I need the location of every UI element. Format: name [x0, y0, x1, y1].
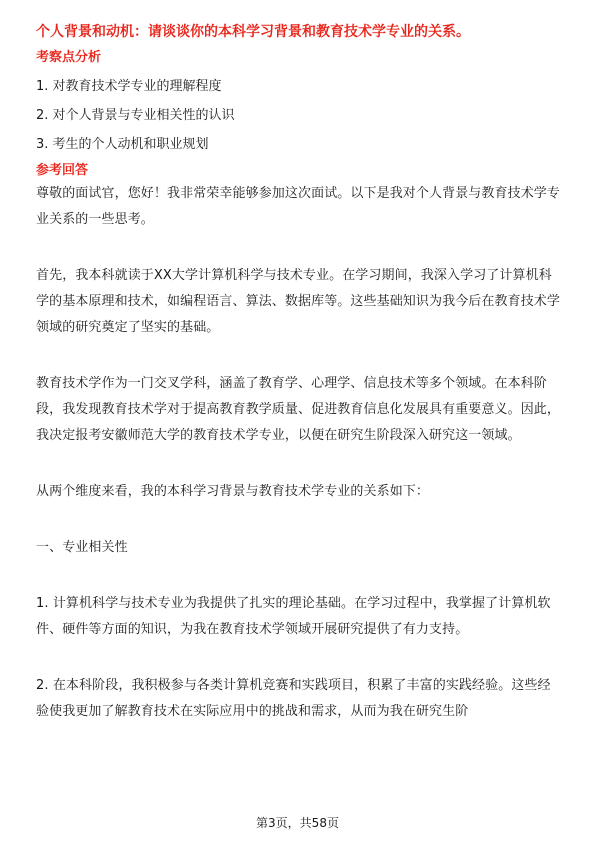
analysis-section — [36, 48, 561, 155]
analysis-point: 1. 对教育技术学专业的理解程度 — [36, 79, 222, 94]
answer-section — [36, 161, 561, 725]
paragraph-spacer — [36, 449, 561, 479]
answer-paragraph: 1. 计算机科学与技术专业为我提供了扎实的理论基础。在学习过程中，我掌握了计算机软件、硬件等方面的知识，为我在教育技术学领域开展研究提供了有力支持。 — [36, 596, 551, 637]
paragraph-spacer — [36, 643, 561, 673]
answer-paragraph: 尊敬的面试官，您好！我非常荣幸能够参加这次面试。以下是我对个人背景与教育技术学专业关系的一些思考。 — [36, 186, 561, 227]
analysis-point: 2. 对个人背景与专业相关性的认识 — [36, 108, 235, 123]
answer-paragraph: 教育技术学作为一门交叉学科，涵盖了教育学、心理学、信息技术等多个领域。在本科阶段，我发现教育技术学对于提高教育教学质量、促进教育信息化发展具有重要意义。因此，我决定报考安徽师范大学的教育技术学专业，以便在研究生阶段深入研究这一领域。 — [36, 376, 561, 443]
answer-paragraph: 从两个维度来看，我的本科学习背景与教育技术学专业的关系如下： — [36, 484, 430, 499]
analysis-point: 3. 考生的个人动机和职业规划 — [36, 137, 209, 152]
answer-paragraph: 首先，我本科就读于XX大学计算机科学与技术专业。在学习期间，我深入学习了计算机科学的基本原理和技术，如编程语言、算法、数据库等。这些基础知识为我今后在教育技术学领域的研究奠定了坚实的基础。 — [36, 268, 561, 335]
page-number-footer: 第3页，共58页 — [256, 816, 339, 830]
subsection-heading: 一、专业相关性 — [36, 540, 128, 555]
paragraph-spacer — [36, 561, 561, 591]
paragraph-spacer — [36, 341, 561, 371]
paragraph-spacer — [36, 505, 561, 535]
analysis-heading: 考察点分析 — [36, 50, 102, 65]
answer-paragraph: 2. 在本科阶段，我积极参与各类计算机竞赛和实践项目，积累了丰富的实践经验。这些经验使我更加了解教育技术在实际应用中的挑战和需求，从而为我在研究生阶 — [36, 678, 551, 719]
paragraph-spacer — [36, 233, 561, 263]
answer-heading: 参考回答 — [36, 163, 89, 178]
page-content — [36, 20, 561, 725]
question-title: 个人背景和动机：请谈谈你的本科学习背景和教育技术学专业的关系。 — [36, 24, 470, 40]
